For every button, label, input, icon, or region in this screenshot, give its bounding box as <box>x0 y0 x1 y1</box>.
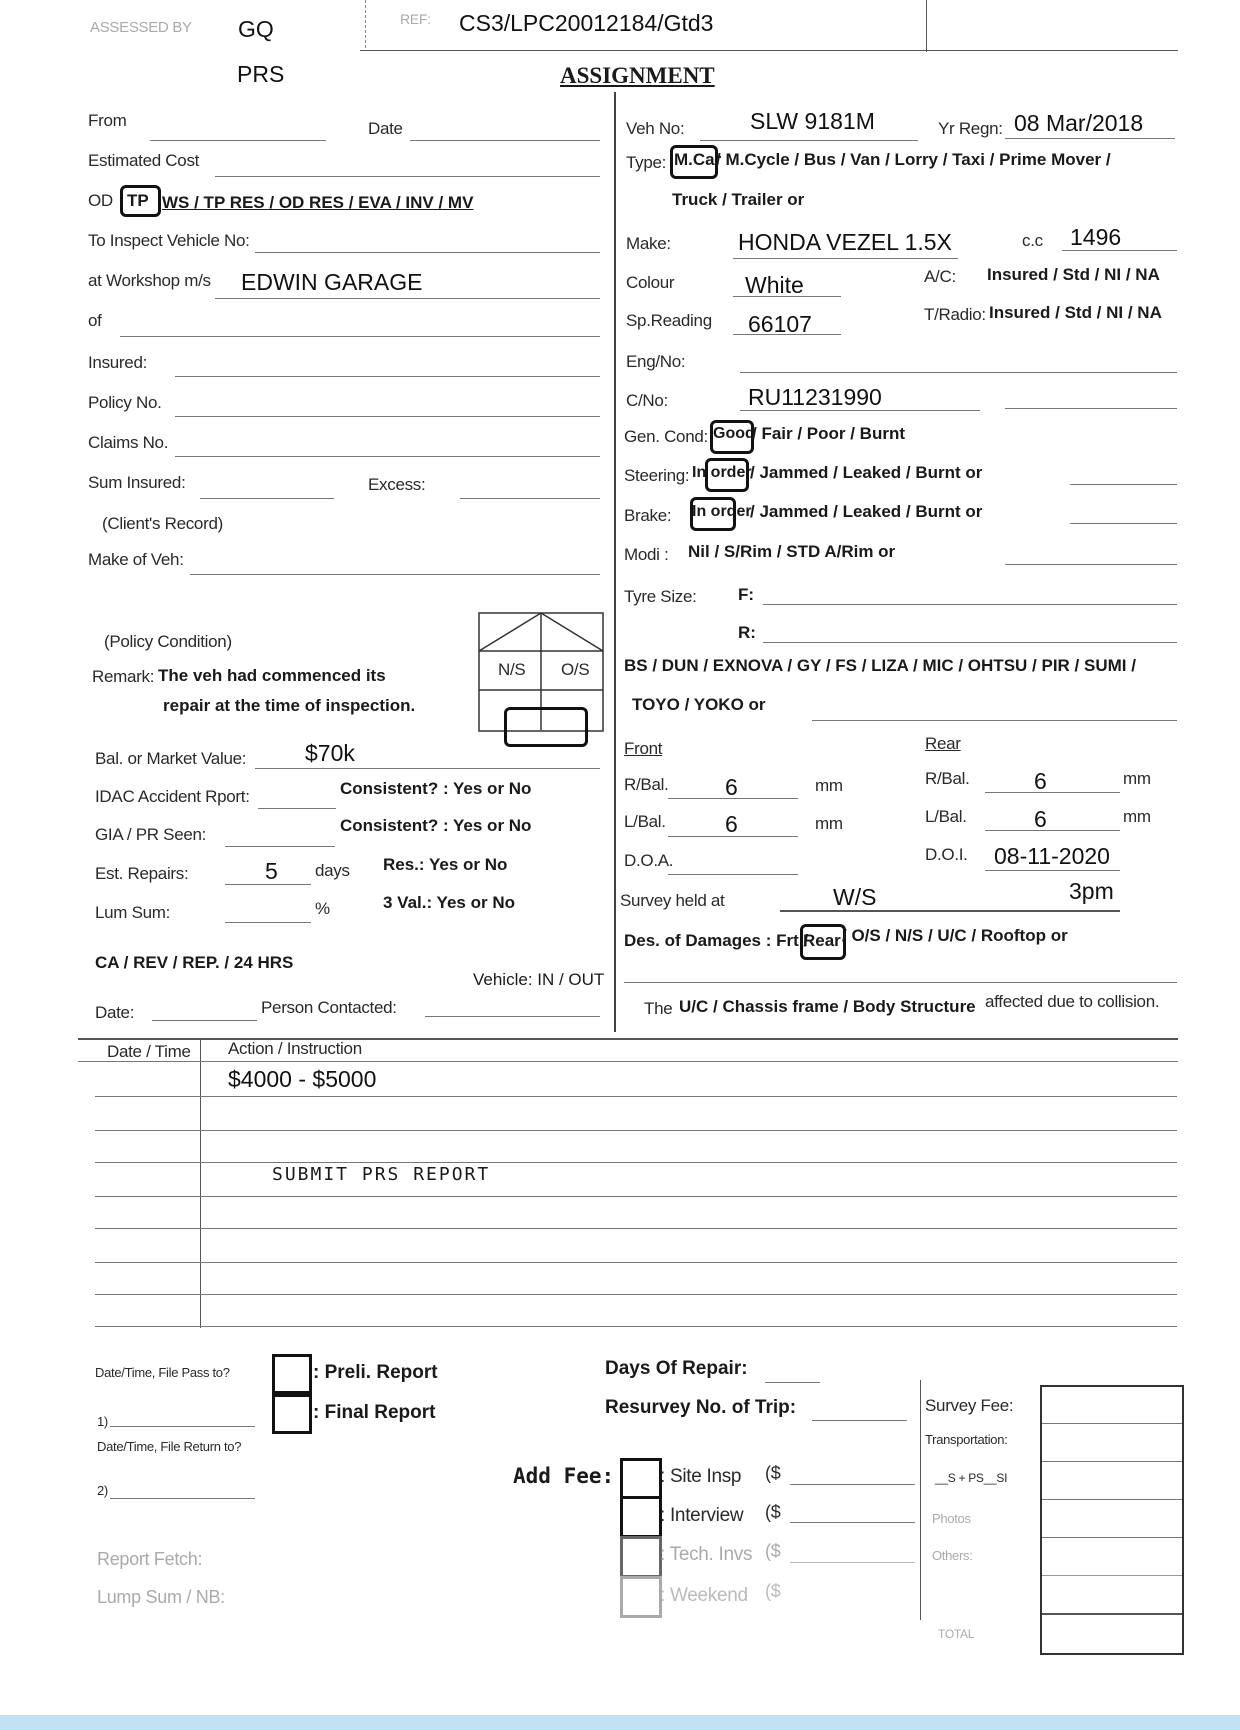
gia-consistent: Consistent? : Yes or No <box>340 816 532 835</box>
damages-line[interactable] <box>624 982 1177 983</box>
action-row-line[interactable] <box>95 1262 1177 1263</box>
site-insp-dollar: ($ <box>765 1463 781 1483</box>
action-row-line[interactable] <box>95 1294 1177 1295</box>
workshop-label: at Workshop m/s <box>88 271 211 290</box>
doa-label: D.O.A. <box>624 851 674 870</box>
rear-rbal-label: R/Bal. <box>925 769 970 788</box>
assessed-by-label: ASSESSED BY <box>90 19 192 36</box>
bal-market-value: $70k <box>305 740 355 766</box>
preli-report-checkbox[interactable] <box>272 1354 312 1394</box>
type-selected: M.Car <box>674 150 722 169</box>
others-label: Others: <box>932 1548 973 1563</box>
remark-line-1: The veh had commenced its <box>158 666 386 685</box>
ca-rev-rep-options: CA / REV / REP. / 24 HRS <box>95 953 294 972</box>
date-line-2[interactable] <box>152 1020 257 1021</box>
rear-label: Rear <box>925 734 961 753</box>
tyre-size-label: Tyre Size: <box>624 587 697 606</box>
workshop-value: EDWIN GARAGE <box>241 269 423 295</box>
tp-selected: TP <box>127 191 149 210</box>
policy-no-line[interactable] <box>175 416 600 417</box>
ac-label: A/C: <box>924 267 956 286</box>
header-line <box>360 50 1178 51</box>
estimated-cost-line[interactable] <box>215 176 600 177</box>
interview-dollar: ($ <box>765 1502 781 1522</box>
page-title: ASSIGNMENT <box>560 63 715 88</box>
scan-edge-strip <box>0 1715 1240 1730</box>
ref-label: REF: <box>400 11 431 27</box>
remark-line-2: repair at the time of inspection. <box>163 696 416 715</box>
idac-line[interactable] <box>258 808 336 809</box>
claims-no-line[interactable] <box>175 456 600 457</box>
tyre-brands-line[interactable] <box>812 720 1177 721</box>
tyre-r-label: R: <box>738 623 756 642</box>
action-entry-2: SUBMIT PRS REPORT <box>272 1164 491 1185</box>
action-row-line[interactable] <box>95 1326 1177 1327</box>
person-contacted-label: Person Contacted: <box>261 998 397 1017</box>
front-lbal-mm: mm <box>815 814 843 833</box>
final-report-checkbox[interactable] <box>272 1394 312 1434</box>
sum-insured-line[interactable] <box>200 498 334 499</box>
type-selection-circle <box>670 145 718 179</box>
action-row-line[interactable] <box>95 1096 1177 1097</box>
make-value: HONDA VEZEL 1.5X <box>738 229 952 255</box>
transportation-label: Transportation: <box>925 1432 1008 1447</box>
colour-line[interactable] <box>733 296 841 297</box>
fee-column-divider <box>920 1380 921 1620</box>
rear-lbal-label: L/Bal. <box>925 807 967 826</box>
lum-sum-label: Lum Sum: <box>95 903 171 922</box>
front-lbal-label: L/Bal. <box>624 812 666 831</box>
gen-cond-selection-circle <box>710 420 754 454</box>
tyre-f-line[interactable] <box>763 604 1177 605</box>
brake-line[interactable] <box>1070 523 1177 524</box>
interview-checkbox[interactable] <box>620 1496 662 1538</box>
vehicle-in-out: Vehicle: IN / OUT <box>473 970 605 989</box>
cc-line[interactable] <box>1062 250 1177 251</box>
sum-insured-label: Sum Insured: <box>88 473 186 492</box>
tp-selection-circle <box>120 185 161 217</box>
date-label-2: Date: <box>95 1003 135 1022</box>
doi-value: 08-11-2020 <box>994 843 1110 869</box>
brake-options: / Jammed / Leaked / Burnt or <box>750 502 983 521</box>
front-rbal-value: 6 <box>725 774 738 800</box>
tech-invs-dollar: ($ <box>765 1541 781 1561</box>
rear-lbal-line[interactable] <box>985 830 1120 831</box>
rear-lbal-mm: mm <box>1123 807 1151 826</box>
front-rbal-mm: mm <box>815 776 843 795</box>
survey-label: Survey held at <box>620 891 725 910</box>
tradio-options: Insured / Std / NI / NA <box>989 303 1162 322</box>
date-label: Date <box>368 119 403 138</box>
damages-selected: Rear <box>803 931 841 950</box>
yr-regn-value: 08 Mar/2018 <box>1014 110 1144 136</box>
file-return-line[interactable] <box>110 1498 255 1499</box>
header-divider <box>365 0 366 48</box>
doi-line[interactable] <box>985 870 1120 871</box>
weekend-label: : Weekend <box>660 1585 748 1606</box>
three-val-options: 3 Val.: Yes or No <box>383 893 515 912</box>
preli-report-label: : Preli. Report <box>313 1362 438 1383</box>
of-line[interactable] <box>120 336 600 337</box>
photos-label: Photos <box>932 1511 971 1526</box>
site-insp-label: : Site Insp <box>660 1466 742 1487</box>
weekend-checkbox[interactable] <box>620 1576 662 1618</box>
modi-line[interactable] <box>1005 564 1177 565</box>
cno-value: RU11231990 <box>748 384 882 410</box>
sp-reading-label: Sp.Reading <box>626 311 712 330</box>
tech-invs-checkbox[interactable] <box>620 1536 662 1578</box>
make-line[interactable] <box>733 258 958 259</box>
center-divider <box>614 92 616 1032</box>
rear-mark-circle <box>504 707 588 747</box>
action-table-divider <box>200 1038 201 1328</box>
res-options: Res.: Yes or No <box>383 855 508 874</box>
front-lbal-line[interactable] <box>668 836 798 837</box>
total-label: TOTAL <box>938 1627 975 1641</box>
type-label: Type: <box>626 153 667 172</box>
bal-market-label: Bal. or Market Value: <box>95 749 247 768</box>
ac-options: Insured / Std / NI / NA <box>987 265 1160 284</box>
brake-selection-circle <box>690 497 736 531</box>
remark-label: Remark: <box>92 667 155 686</box>
doi-label: D.O.I. <box>925 845 968 864</box>
rear-lbal-value: 6 <box>1034 806 1047 832</box>
yr-regn-label: Yr Regn: <box>938 119 1003 138</box>
interview-line[interactable] <box>790 1522 915 1523</box>
tradio-label: T/Radio: <box>924 305 986 324</box>
lum-sum-line[interactable] <box>225 922 311 923</box>
steering-options: / Jammed / Leaked / Burnt or <box>750 463 983 482</box>
tyre-brands: BS / DUN / EXNOVA / GY / FS / LIZA / MIC / OHTSU / PIR / SUMI / <box>624 656 1136 675</box>
file-pass-number: 1) <box>97 1414 108 1429</box>
gia-line[interactable] <box>225 846 335 847</box>
modi-options: Nil / S/Rim / STD A/Rim or <box>688 542 896 561</box>
type-options-2: Truck / Trailer or <box>672 190 805 209</box>
action-col-action: Action / Instruction <box>228 1039 362 1058</box>
bal-market-line[interactable] <box>255 768 600 769</box>
make-of-veh-line[interactable] <box>190 574 600 575</box>
assessed-by-value: GQ <box>238 16 274 42</box>
action-row-line[interactable] <box>95 1130 1177 1131</box>
rear-rbal-line[interactable] <box>985 792 1120 793</box>
veh-no-label: Veh No: <box>626 119 685 138</box>
policy-no-label: Policy No. <box>88 393 162 412</box>
make-label: Make: <box>626 234 671 253</box>
file-return-label: Date/Time, File Return to? <box>97 1439 242 1454</box>
action-row-line[interactable] <box>95 1228 1177 1229</box>
excess-line[interactable] <box>460 498 600 499</box>
steering-label: Steering: <box>624 466 690 485</box>
steering-selection-circle <box>705 458 749 492</box>
from-line[interactable] <box>150 140 326 141</box>
steering-line[interactable] <box>1070 484 1177 485</box>
ns-label: N/S <box>498 660 526 679</box>
rear-rbal-mm: mm <box>1123 769 1151 788</box>
file-pass-label: Date/Time, File Pass to? <box>95 1365 230 1380</box>
steering-selected: In order <box>692 464 752 481</box>
action-entry-1: $4000 - $5000 <box>228 1066 377 1092</box>
modi-label: Modi : <box>624 545 669 564</box>
policy-condition-label: (Policy Condition) <box>104 632 232 651</box>
tyre-f-label: F: <box>738 585 755 604</box>
front-rbal-label: R/Bal. <box>624 775 669 794</box>
add-fee-label: Add Fee: <box>513 1464 615 1488</box>
survey-place: W/S <box>833 884 877 910</box>
front-rbal-line[interactable] <box>668 798 798 799</box>
from-label: From <box>88 111 127 130</box>
front-label: Front <box>624 739 663 758</box>
sp-reading-value: 66107 <box>748 311 812 337</box>
days-of-repair-line[interactable] <box>765 1382 820 1383</box>
tech-invs-label: : Tech. Invs <box>660 1544 753 1565</box>
est-repairs-line[interactable] <box>225 884 311 885</box>
action-row-line[interactable] <box>95 1162 1177 1163</box>
of-label: of <box>88 311 102 330</box>
type-options: / M.Cycle / Bus / Van / Lorry / Taxi / Prime Mover / <box>716 150 1111 169</box>
report-fetch-label: Report Fetch: <box>97 1549 203 1569</box>
affected-prefix: The <box>644 999 673 1018</box>
eng-no-line[interactable] <box>740 372 1177 373</box>
gen-cond-options: / Fair / Poor / Burnt <box>752 424 906 443</box>
insured-line[interactable] <box>175 376 600 377</box>
brake-label: Brake: <box>624 506 672 525</box>
cno-label: C/No: <box>626 391 668 410</box>
eng-no-label: Eng/No: <box>626 352 686 371</box>
days-label: days <box>315 861 350 880</box>
site-insp-checkbox[interactable] <box>620 1458 662 1500</box>
days-of-repair-label: Days Of Repair: <box>605 1358 748 1379</box>
s-ps-label: __S + PS__SI <box>935 1471 1008 1485</box>
gen-cond-selected: Good <box>713 425 755 442</box>
prs-label: PRS <box>237 61 285 87</box>
front-lbal-value: 6 <box>725 811 738 837</box>
site-insp-line[interactable] <box>790 1484 915 1485</box>
interview-label: : Interview <box>660 1505 744 1526</box>
file-pass-line[interactable] <box>110 1426 255 1427</box>
damages-selection-circle <box>800 924 846 960</box>
cno-line[interactable] <box>740 410 980 411</box>
date-line[interactable] <box>410 140 600 141</box>
tyre-r-line[interactable] <box>763 642 1177 643</box>
survey-fee-label: Survey Fee: <box>925 1396 1014 1415</box>
file-return-number: 2) <box>97 1483 108 1498</box>
weekend-dollar: ($ <box>765 1581 781 1601</box>
brake-selected: In order <box>692 503 752 520</box>
idac-label: IDAC Accident Rport: <box>95 787 250 806</box>
person-contacted-line[interactable] <box>425 1016 600 1017</box>
veh-no-line[interactable] <box>700 140 918 141</box>
to-inspect-line[interactable] <box>255 252 600 253</box>
damages-options: / O/S / N/S / U/C / Rooftop or <box>842 926 1068 945</box>
cc-value: 1496 <box>1070 224 1122 250</box>
excess-label: Excess: <box>368 475 426 494</box>
insured-label: Insured: <box>88 353 148 372</box>
colour-value: White <box>745 272 804 298</box>
doa-line[interactable] <box>668 874 798 875</box>
fee-amount-box <box>1040 1385 1184 1655</box>
percent-label: % <box>315 899 330 918</box>
ref-value: CS3/LPC20012184/Gtd3 <box>459 10 714 36</box>
damages-label: Des. of Damages : Frt / <box>624 931 809 950</box>
affected-suffix: affected due to collision. <box>985 992 1160 1011</box>
lump-sum-label: Lump Sum / NB: <box>97 1587 225 1607</box>
action-row-line[interactable] <box>95 1196 1177 1197</box>
resurvey-label: Resurvey No. of Trip: <box>605 1397 797 1418</box>
header-divider-right <box>926 0 927 52</box>
estimated-cost-label: Estimated Cost <box>88 151 200 170</box>
rear-rbal-value: 6 <box>1034 768 1047 794</box>
clients-record-label: (Client's Record) <box>102 514 223 533</box>
os-label: O/S <box>561 660 590 679</box>
cno-line-2[interactable] <box>1005 408 1177 409</box>
claim-types: WS / TP RES / OD RES / EVA / INV / MV <box>162 193 474 212</box>
survey-time: 3pm <box>1069 878 1114 904</box>
survey-line[interactable] <box>780 910 1120 912</box>
resurvey-line[interactable] <box>812 1420 907 1421</box>
tech-invs-line[interactable] <box>790 1562 915 1563</box>
action-row-line <box>78 1061 1178 1062</box>
workshop-line[interactable] <box>215 298 600 299</box>
est-repairs-value: 5 <box>265 858 278 884</box>
final-report-label: : Final Report <box>313 1402 436 1423</box>
est-repairs-label: Est. Repairs: <box>95 864 189 883</box>
gia-label: GIA / PR Seen: <box>95 825 207 844</box>
idac-consistent: Consistent? : Yes or No <box>340 779 532 798</box>
veh-no-value: SLW 9181M <box>750 108 875 134</box>
gen-cond-label: Gen. Cond: <box>624 427 708 446</box>
affected-options: U/C / Chassis frame / Body Structure <box>679 997 976 1016</box>
claims-no-label: Claims No. <box>88 433 169 452</box>
colour-label: Colour <box>626 273 675 292</box>
tyre-brands-2: TOYO / YOKO or <box>632 695 766 714</box>
action-col-date: Date / Time <box>107 1042 191 1061</box>
cc-label: c.c <box>1022 231 1043 250</box>
to-inspect-label: To Inspect Vehicle No: <box>88 231 250 250</box>
make-of-veh-label: Make of Veh: <box>88 550 184 569</box>
od-label: OD <box>88 191 113 210</box>
sp-reading-line[interactable] <box>733 334 841 335</box>
yr-regn-line[interactable] <box>1005 138 1175 139</box>
